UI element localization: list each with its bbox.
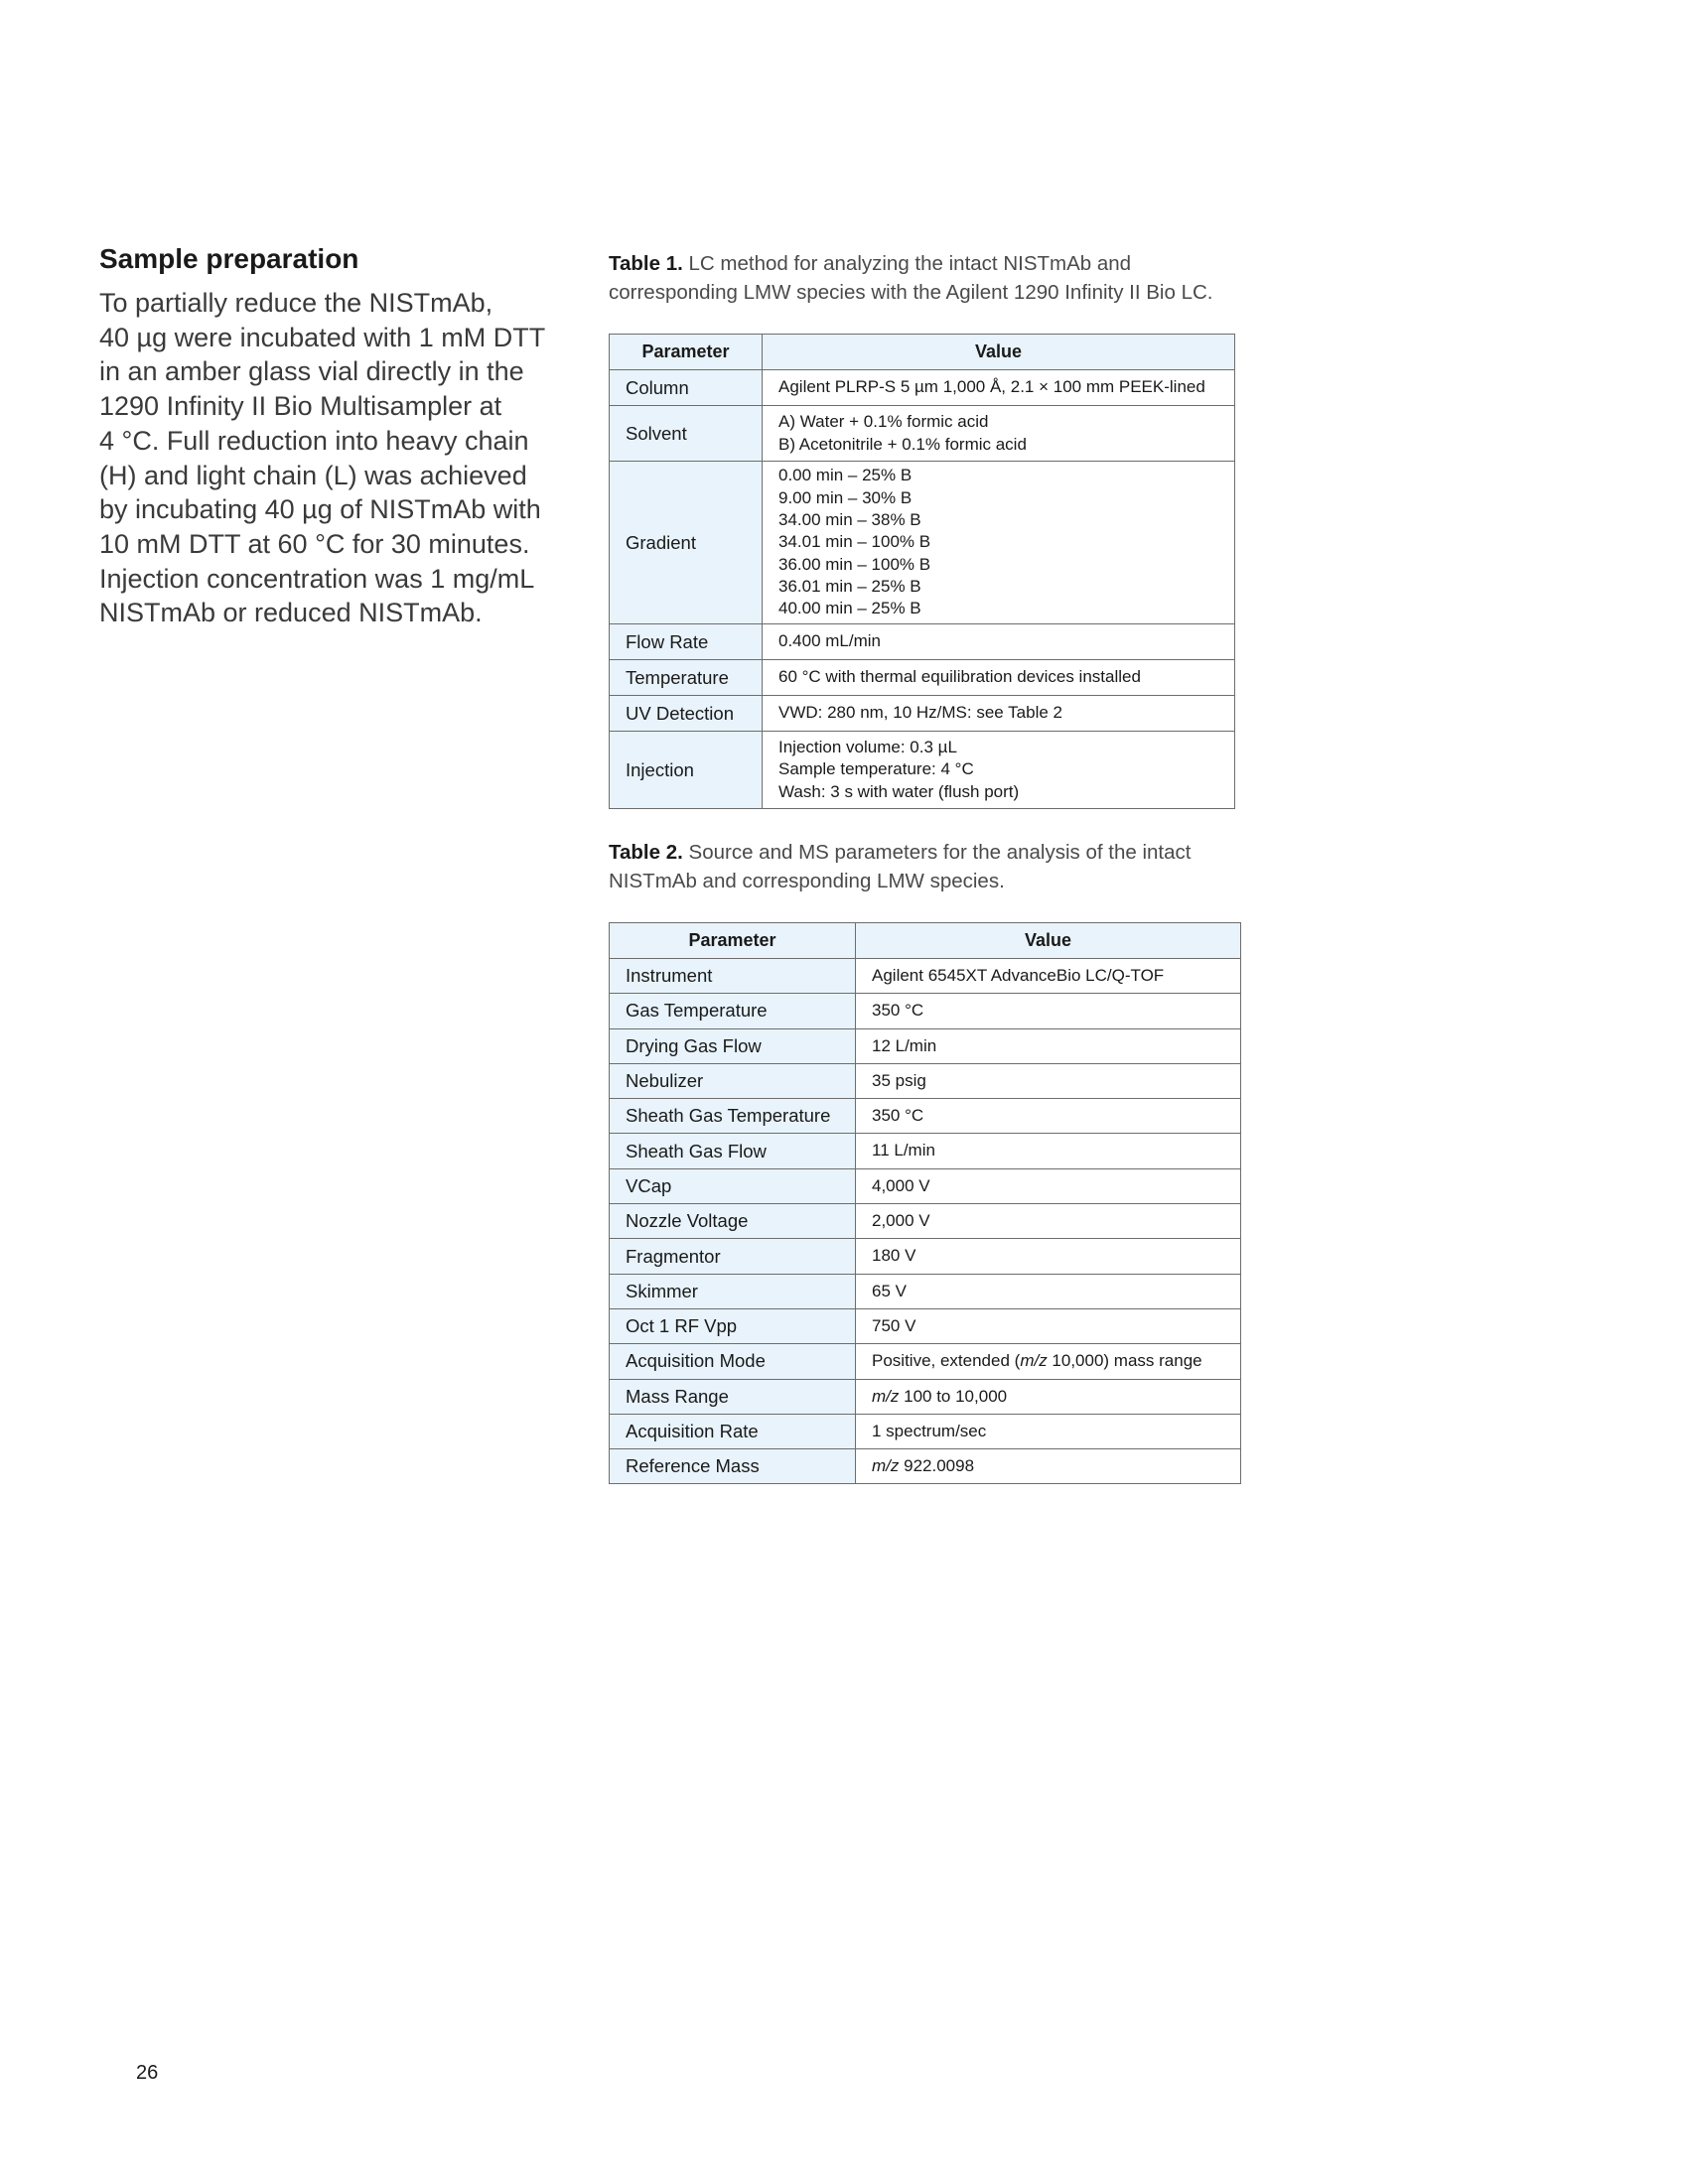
table-header-row <box>610 923 1241 959</box>
table-row <box>610 1099 1241 1134</box>
param-cell: Sheath Gas Temperature <box>610 1099 856 1134</box>
table-row <box>610 1379 1241 1414</box>
table-row <box>610 1204 1241 1239</box>
param-cell: Nebulizer <box>610 1063 856 1098</box>
param-cell: Reference Mass <box>610 1449 856 1484</box>
tables-column <box>609 250 1244 1484</box>
value-cell: Agilent 6545XT AdvanceBio LC/Q-TOF <box>856 959 1241 994</box>
section-heading: Sample preparation <box>99 243 359 274</box>
value-cell: VWD: 280 nm, 10 Hz/MS: see Table 2 <box>763 696 1235 732</box>
param-cell: Skimmer <box>610 1274 856 1308</box>
value-cell: 0.400 mL/min <box>763 624 1235 660</box>
table-row <box>610 1134 1241 1168</box>
value-cell: 0.00 min – 25% B 9.00 min – 30% B 34.00 min – 38% B 34.01 min – 100% B 36.00 min – 100% B 36.01 min – 25% B 40.00 min – 25% B <box>763 462 1235 624</box>
value-cell: 350 °C <box>856 994 1241 1028</box>
value-text: 10,000) mass range <box>1047 1351 1202 1371</box>
ms-parameters-table <box>609 922 1241 1484</box>
param-cell: Nozzle Voltage <box>610 1204 856 1239</box>
sample-preparation-section <box>99 242 546 630</box>
value-text: 922.0098 <box>899 1456 975 1476</box>
value-cell: 12 L/min <box>856 1028 1241 1063</box>
table-row <box>610 1344 1241 1379</box>
value-cell <box>856 1344 1241 1379</box>
table-row <box>610 370 1235 406</box>
value-text: Positive, extended ( <box>872 1351 1021 1371</box>
table1-caption-label: Table 1. <box>609 252 683 275</box>
value-cell: A) Water + 0.1% formic acid B) Acetonitrile + 0.1% formic acid <box>763 406 1235 462</box>
page-number: 26 <box>136 2062 159 2084</box>
header-parameter: Parameter <box>610 923 856 959</box>
table1-caption <box>609 250 1244 307</box>
table-row <box>610 462 1235 624</box>
param-cell: Acquisition Rate <box>610 1414 856 1448</box>
value-cell: 11 L/min <box>856 1134 1241 1168</box>
table1-caption-text: LC method for analyzing the intact NISTmAb and corresponding LMW species with the Agilent 1290 Infinity II Bio LC. <box>609 252 1213 304</box>
table-row <box>610 696 1235 732</box>
value-cell: 350 °C <box>856 1099 1241 1134</box>
value-cell: 2,000 V <box>856 1204 1241 1239</box>
value-cell: Injection volume: 0.3 µL Sample temperature: 4 °C Wash: 3 s with water (flush port) <box>763 732 1235 809</box>
param-cell: VCap <box>610 1168 856 1203</box>
table2-caption-label: Table 2. <box>609 841 683 864</box>
table-row <box>610 1239 1241 1274</box>
param-cell: Oct 1 RF Vpp <box>610 1308 856 1343</box>
value-cell: 750 V <box>856 1308 1241 1343</box>
table-row <box>610 660 1235 696</box>
param-cell: UV Detection <box>610 696 763 732</box>
header-value: Value <box>763 335 1235 370</box>
section-body: To partially reduce the NISTmAb, 40 µg were incubated with 1 mM DTT in an amber glass vial directly in the 1290 Infinity II Bio Multisampler at 4 °C. Full reduction into heavy chain (H) and light chain (L) was achieved by incubating 40 µg of NISTmAb with 10 mM DTT at 60 °C for 30 minutes. Injection concentration was 1 mg/mL NISTmAb or reduced NISTmAb. <box>99 288 546 628</box>
table-row <box>610 1028 1241 1063</box>
param-cell: Injection <box>610 732 763 809</box>
table-header-row <box>610 335 1235 370</box>
param-cell: Acquisition Mode <box>610 1344 856 1379</box>
param-cell: Temperature <box>610 660 763 696</box>
param-cell: Flow Rate <box>610 624 763 660</box>
mz-italic: m/z <box>872 1456 900 1476</box>
table-row <box>610 1308 1241 1343</box>
table-row <box>610 732 1235 809</box>
mz-italic: m/z <box>1020 1351 1048 1371</box>
value-cell <box>856 1449 1241 1484</box>
value-cell: 35 psig <box>856 1063 1241 1098</box>
table-row <box>610 994 1241 1028</box>
table-row <box>610 1449 1241 1484</box>
value-cell: 4,000 V <box>856 1168 1241 1203</box>
param-cell: Mass Range <box>610 1379 856 1414</box>
table-row <box>610 406 1235 462</box>
mz-italic: m/z <box>872 1386 900 1406</box>
param-cell: Column <box>610 370 763 406</box>
value-cell <box>856 1379 1241 1414</box>
param-cell: Solvent <box>610 406 763 462</box>
table-row <box>610 1168 1241 1203</box>
value-cell: 180 V <box>856 1239 1241 1274</box>
value-cell: 60 °C with thermal equilibration devices installed <box>763 660 1235 696</box>
param-cell: Fragmentor <box>610 1239 856 1274</box>
param-cell: Gas Temperature <box>610 994 856 1028</box>
table-row <box>610 1063 1241 1098</box>
param-cell: Instrument <box>610 959 856 994</box>
lc-method-table <box>609 334 1235 809</box>
table-row <box>610 1274 1241 1308</box>
value-cell: Agilent PLRP-S 5 µm 1,000 Å, 2.1 × 100 mm PEEK-lined <box>763 370 1235 406</box>
table-row <box>610 959 1241 994</box>
value-text: 100 to 10,000 <box>899 1386 1008 1406</box>
table-row <box>610 1414 1241 1448</box>
param-cell: Sheath Gas Flow <box>610 1134 856 1168</box>
param-cell: Drying Gas Flow <box>610 1028 856 1063</box>
value-cell: 1 spectrum/sec <box>856 1414 1241 1448</box>
table-row <box>610 624 1235 660</box>
header-value: Value <box>856 923 1241 959</box>
header-parameter: Parameter <box>610 335 763 370</box>
table2-caption-text: Source and MS parameters for the analysis of the intact NISTmAb and corresponding LMW species. <box>609 841 1192 892</box>
param-cell: Gradient <box>610 462 763 624</box>
value-cell: 65 V <box>856 1274 1241 1308</box>
table2-caption <box>609 839 1244 895</box>
